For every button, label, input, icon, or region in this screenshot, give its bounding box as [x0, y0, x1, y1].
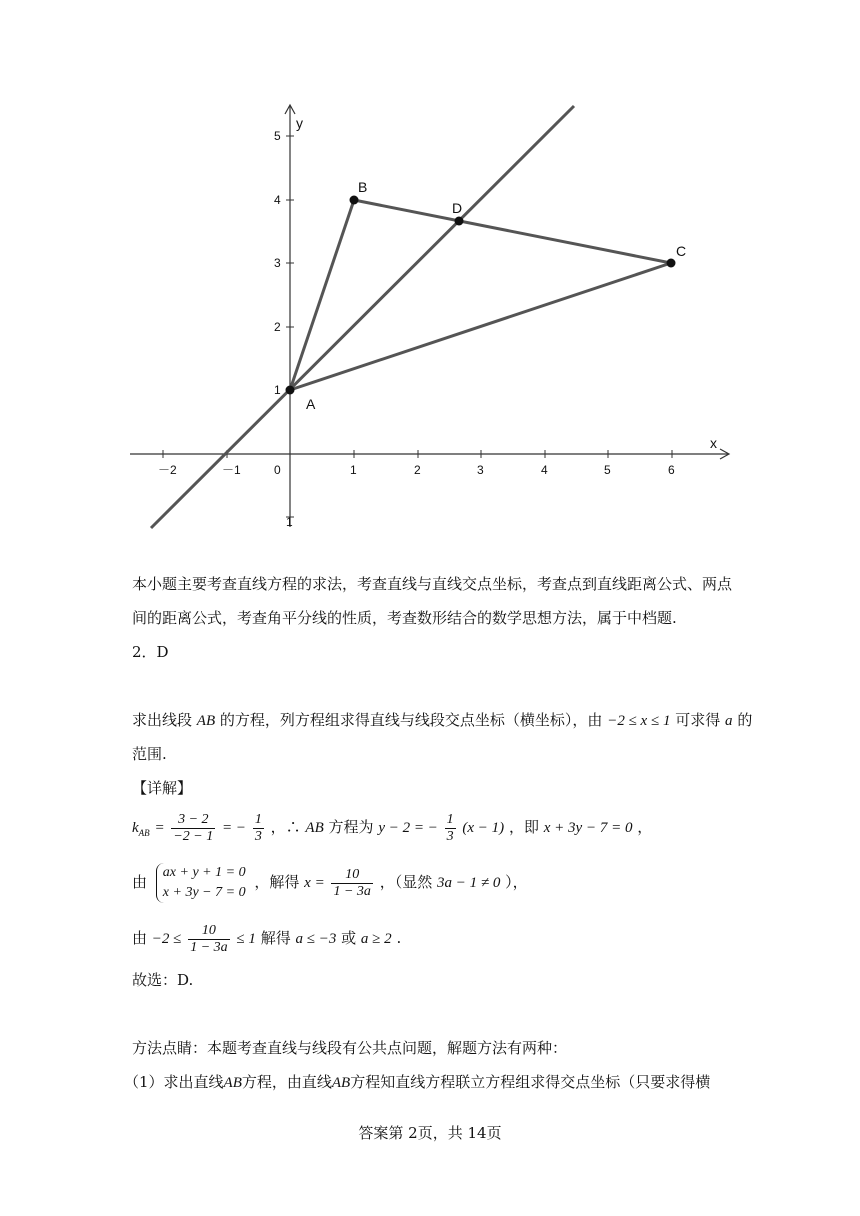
analysis-text: 可求得 [675, 711, 721, 729]
summary-line-1: 本小题主要考查直线方程的求法，考查直线与直线交点坐标，考查点到直线距离公式、两点 [132, 575, 733, 593]
fraction: $\frac{1}{3}$ [254, 811, 262, 844]
equation-system: ax + y + 1 = 0 x + 3y − 7 = 0 [156, 863, 246, 903]
page-footer: 答案第 2页，共 14页 [358, 1124, 502, 1142]
x-tick-label: 4 [541, 463, 548, 477]
y-tick-label: 2 [274, 320, 281, 334]
k-symbol: $k_{AB}$ [132, 820, 150, 838]
x-tick-label: 6 [668, 463, 675, 477]
analysis-line-1 [132, 710, 752, 731]
x-tick-label: －2 [158, 463, 177, 477]
y-tick-label: 1 [274, 383, 281, 397]
point-A [286, 386, 295, 395]
analysis-text: 的方程，列方程组求得直线与线段交点坐标（横坐标），由 [219, 711, 603, 729]
point-B [350, 196, 359, 205]
fraction: $\frac{1}{3}$ [446, 811, 454, 844]
analysis-text: 的 [737, 711, 753, 729]
x-tick-label: －1 [222, 463, 241, 477]
answer-line: 2．D [132, 643, 169, 661]
slope-equation: $k_{AB}$ = $\frac{3 - 2}{-2 - 1}$ = − $\frac{1}{3}$ ，∴ AB 方程为 y − 2 = − $\frac{1}{3}$ (x − 1) ，即 x + 3y − 7 = 0 ， [132, 811, 653, 844]
detail-title: 【详解】 [132, 779, 193, 797]
fraction: $\frac{3 - 2}{-2 - 1}$ [173, 811, 214, 844]
y-tick-label: 3 [274, 256, 281, 270]
analysis-text: 求出线段 [132, 711, 193, 729]
point-D [455, 217, 464, 226]
analysis-line-2: 范围. [132, 745, 167, 763]
segment-BC [354, 200, 671, 263]
analysis-a-var: a [725, 713, 733, 729]
y-tick-label: 5 [274, 129, 281, 143]
method-line-1: 方法点睛：本题考查直线与线段有公共点问题，解题方法有两种： [132, 1039, 568, 1057]
fraction: $\frac{10}{1 - 3a}$ [333, 866, 371, 899]
x-tick-label: 2 [414, 463, 421, 477]
point-label-B: B [358, 179, 368, 195]
point-label-C: C [676, 243, 687, 259]
y-axis-label: y [296, 115, 303, 131]
segment-AB [290, 200, 354, 390]
x-tick-label: 3 [477, 463, 484, 477]
coordinate-figure [0, 0, 860, 540]
y-tick-label: 4 [274, 193, 281, 207]
method-line-2: （1）求出直线AB方程，由直线AB方程知直线方程联立方程组求得交点坐标（只要求得横 [124, 1073, 711, 1091]
summary-line-2: 间的距离公式，考查角平分线的性质，考查数形结合的数学思想方法，属于中档题. [132, 609, 677, 627]
fraction: $\frac{10}{1 - 3a}$ [190, 922, 228, 955]
analysis-ab: AB [196, 713, 216, 729]
point-label-A: A [306, 396, 316, 412]
choose-line: 故选：D. [132, 971, 194, 989]
system-equation: 由 ax + y + 1 = 0 x + 3y − 7 = 0 ，解得 x = $\frac{10}{1 - 3a}$ ，（显然 3a − 1 ≠ 0 ）， [132, 860, 528, 905]
x-tick-label: 1 [350, 463, 357, 477]
y-tick-label: 1 [286, 515, 293, 529]
point-label-D: D [452, 200, 463, 216]
x-tick-label: 5 [604, 463, 611, 477]
segment-AC [290, 263, 671, 390]
x-axis-label: x [710, 435, 717, 451]
x-tick-label: 0 [274, 463, 281, 477]
point-C [667, 259, 676, 268]
inequality-line: 由 −2 ≤ $\frac{10}{1 - 3a}$ ≤ 1 解得 a ≤ −3 或 a ≥ 2 . [132, 922, 402, 955]
analysis-range: −2 ≤ x ≤ 1 [607, 713, 671, 729]
